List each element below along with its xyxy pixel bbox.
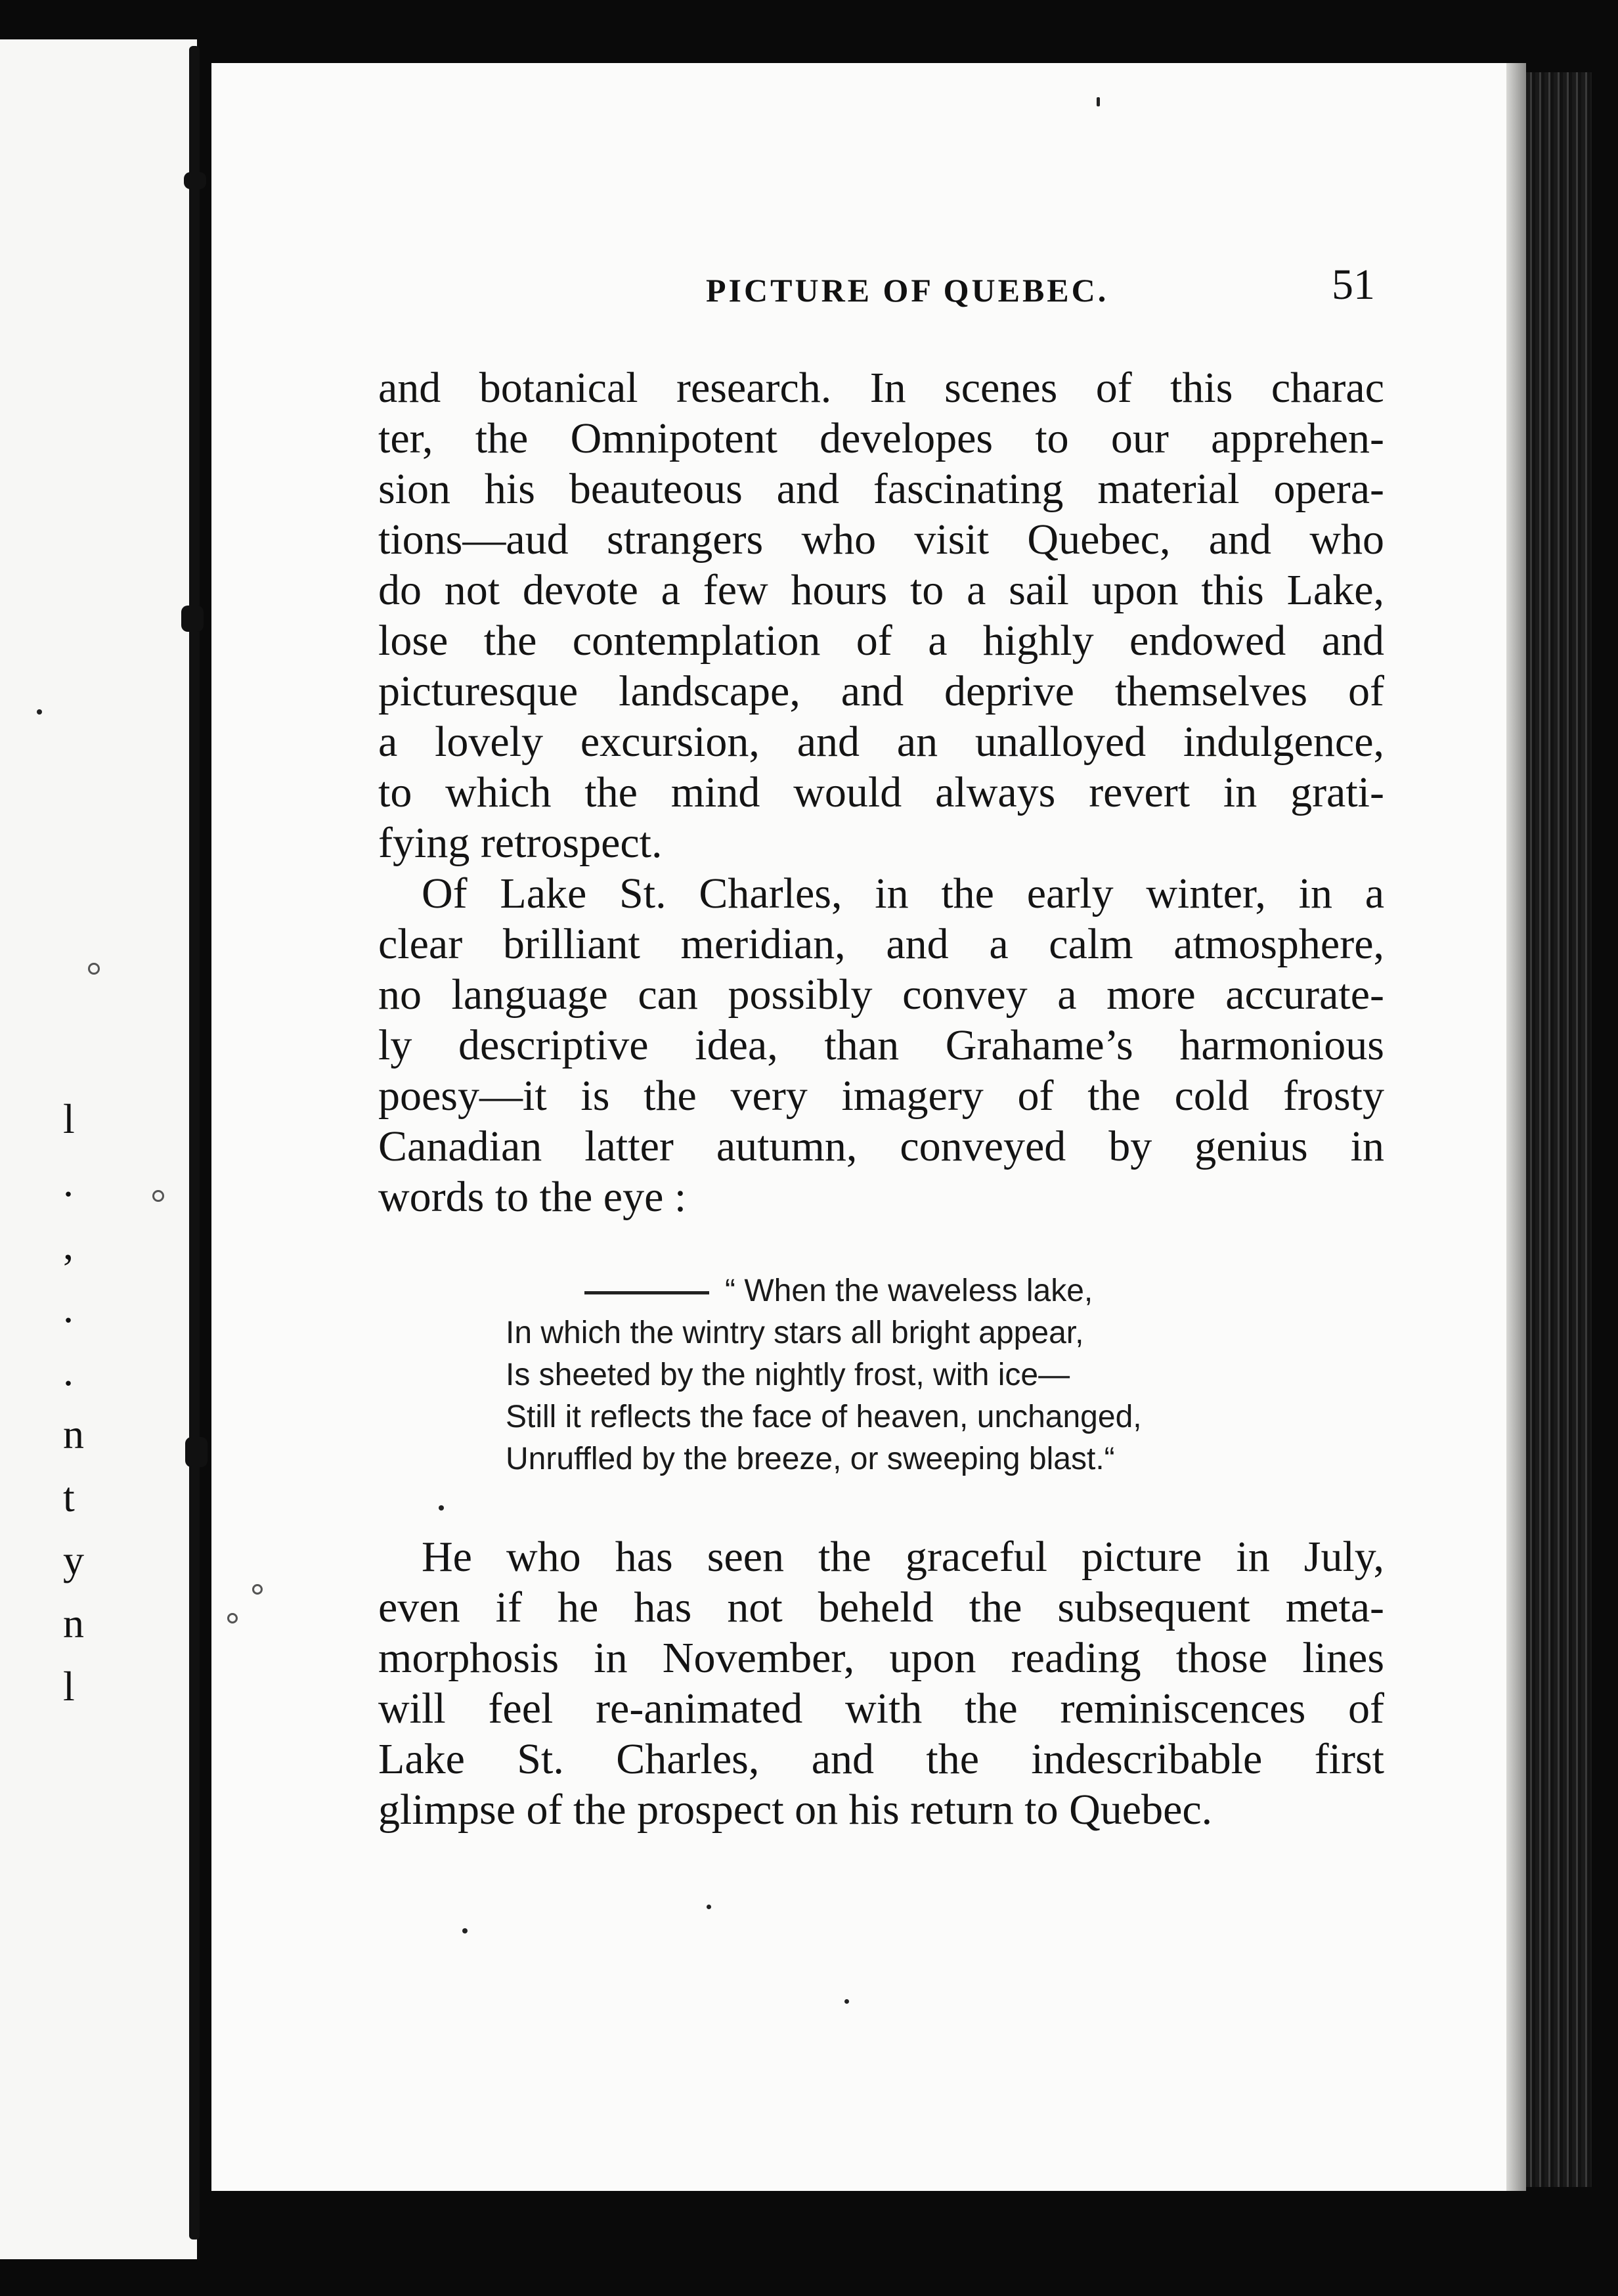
verse-line: Still it reflects the face of heaven, unchanged,	[506, 1400, 1142, 1434]
page-dot	[707, 1905, 711, 1909]
text-line: sion his beauteous and fascinating material opera-	[378, 465, 1384, 513]
text-line: morphosis in November, upon reading those lines	[378, 1634, 1384, 1682]
page-dot	[844, 1999, 849, 2004]
verse-line: Is sheeted by the nightly frost, with ice—	[506, 1358, 1070, 1392]
paragraph-1	[378, 363, 1384, 868]
text-line: He who has seen the graceful picture in July,	[422, 1533, 1384, 1581]
text-line: to which the mind would always revert in grati-	[378, 768, 1384, 816]
binding-knot-lower	[185, 1437, 208, 1467]
paragraph-3	[378, 1532, 1384, 1835]
facing-page-text-fragments: l . , . . n t y n l	[63, 1095, 84, 1710]
text-line: do not devote a few hours to a sail upon this Lake,	[378, 566, 1384, 614]
page-speck	[88, 963, 100, 975]
verse-line: “ When the waveless lake,	[506, 1270, 1142, 1312]
page-dot	[37, 709, 42, 715]
text-line: and botanical research. In scenes of this charac	[378, 364, 1384, 412]
page-speck	[152, 1190, 164, 1202]
text-line: no language can possibly convey a more accurate-	[378, 971, 1384, 1019]
binding-knot-top	[184, 172, 206, 189]
page-gutter-shadow	[1506, 63, 1526, 2191]
binding-knot-middle	[181, 606, 204, 632]
page-dot	[462, 1928, 468, 1933]
page-dot	[439, 1505, 444, 1511]
text-line: lose the contemplation of a highly endowed and	[378, 617, 1384, 665]
text-line: ter, the Omnipotent developes to our apprehen-	[378, 414, 1384, 462]
text-line: Of Lake St. Charles, in the early winter, in a	[422, 870, 1384, 917]
text-line: Lake St. Charles, and the indescribable first	[378, 1735, 1384, 1783]
running-head-title: PICTURE OF QUEBEC.	[706, 272, 1109, 309]
page-speck	[227, 1613, 238, 1623]
verse-line: Unruffled by the breeze, or sweeping blast.“	[506, 1442, 1115, 1476]
binding-thread	[189, 46, 200, 2240]
text-line: will feel re-animated with the reminiscences of	[378, 1685, 1384, 1733]
text-line: words to the eye :	[378, 1173, 687, 1221]
text-line: fying retrospect.	[378, 819, 663, 867]
page-number: 51	[1332, 261, 1375, 309]
text-line: Canadian latter autumn, conveyed by genius in	[378, 1122, 1384, 1170]
verse-dash-rule	[584, 1291, 709, 1294]
text-line: picturesque landscape, and deprive themselves of	[378, 667, 1384, 715]
text-line: even if he has not beheld the subsequent meta-	[378, 1583, 1384, 1631]
facing-page-left	[0, 39, 197, 2259]
verse-line: In which the wintry stars all bright appear,	[506, 1315, 1084, 1350]
text-line: clear brilliant meridian, and a calm atmosphere,	[378, 920, 1384, 968]
book-page-edges	[1526, 72, 1592, 2187]
page-speck	[252, 1584, 263, 1595]
text-line: a lovely excursion, and an unalloyed indulgence,	[378, 718, 1384, 766]
text-line: poesy—it is the very imagery of the cold frosty	[378, 1072, 1384, 1120]
text-line: tions—aud strangers who visit Quebec, and who	[378, 516, 1384, 563]
verse-quotation	[506, 1270, 1142, 1480]
paragraph-2	[378, 868, 1384, 1222]
page-dot	[1097, 97, 1100, 106]
text-line: ly descriptive idea, than Grahame’s harmonious	[378, 1021, 1384, 1069]
text-line: glimpse of the prospect on his return to Quebec.	[378, 1786, 1213, 1834]
